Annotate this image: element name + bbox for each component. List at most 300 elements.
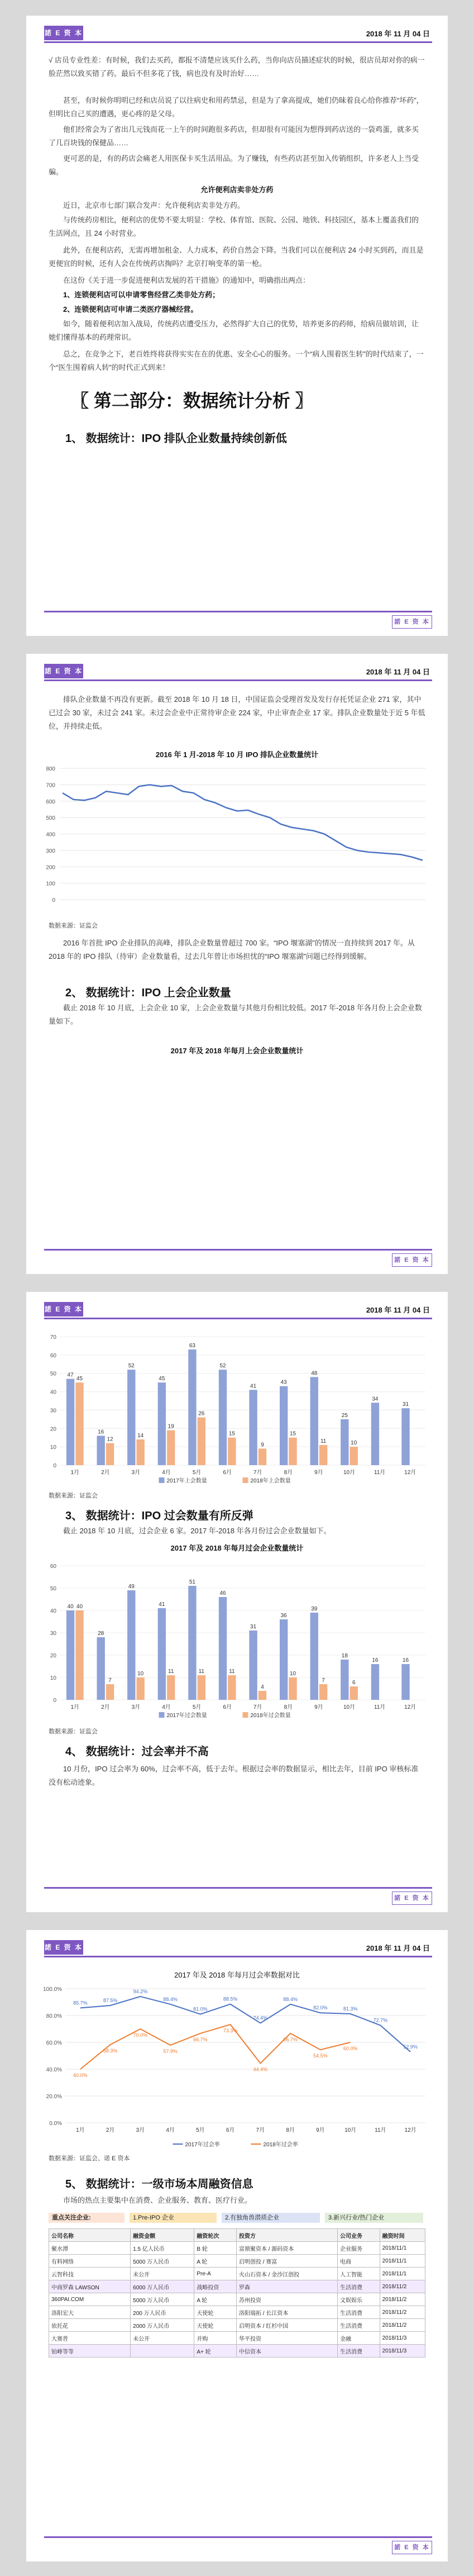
bar	[219, 1597, 227, 1700]
table-row	[49, 2319, 425, 2332]
bar	[401, 1408, 409, 1465]
footer-logo: 諾 E 资 本	[392, 1253, 432, 1267]
data-label: 12	[107, 1436, 113, 1443]
bar	[350, 1686, 358, 1700]
bar	[106, 1443, 114, 1465]
chart-title: 2016 年 1 月-2018 年 10 月 IPO 排队企业数量统计	[155, 750, 319, 759]
bar	[350, 1447, 358, 1465]
table-cell: 启明资本 / 红杉中国	[236, 2319, 337, 2332]
bar	[127, 1370, 135, 1465]
y-tick-label: 40	[50, 1389, 56, 1396]
data-label: 94.2%	[133, 1988, 148, 1994]
bar	[228, 1675, 236, 1700]
table-cell: 天使轮	[194, 2306, 237, 2319]
data-label: 7	[108, 1677, 112, 1684]
column-header: 公司名称	[49, 2229, 131, 2242]
data-label: 15	[228, 1430, 235, 1437]
bar	[188, 1586, 196, 1700]
bar	[249, 1631, 257, 1700]
page-header	[44, 1940, 432, 1957]
x-tick-label: 11月	[375, 2127, 386, 2133]
data-label: 11	[320, 1438, 327, 1444]
section-heading-1: 1、 数据统计：IPO 排队企业数量持续创新低	[65, 432, 287, 445]
table-cell: 文娱娱乐	[338, 2293, 380, 2306]
bar	[106, 1684, 114, 1700]
y-tick-label: 50	[50, 1586, 56, 1592]
data-label: 10	[290, 1671, 296, 1677]
data-label: 28	[98, 1631, 104, 1637]
table-cell: 云智科技	[49, 2268, 131, 2280]
table-cell: 铂峰等等	[49, 2345, 131, 2358]
footer-logo: 諾 E 资 本	[392, 615, 432, 629]
table-row	[49, 2255, 425, 2268]
data-label: 46	[219, 1590, 226, 1596]
y-tick-label: 40	[50, 1608, 56, 1614]
data-label: 43	[280, 1379, 287, 1386]
data-label: 36	[280, 1613, 287, 1619]
page-footer	[44, 1887, 432, 1902]
x-tick-label: 8月	[286, 2127, 295, 2133]
key-legend	[49, 2212, 425, 2224]
table-cell: 华平投资	[236, 2332, 337, 2345]
page-4	[26, 1930, 448, 2561]
legend-swatch	[159, 1477, 165, 1483]
bar	[319, 1684, 327, 1700]
table-cell: 生活消费	[338, 2319, 380, 2332]
bar	[341, 1660, 348, 1700]
bar	[371, 1403, 379, 1465]
legend-label: 2018年过会率	[263, 2142, 298, 2148]
data-label: 14	[137, 1433, 144, 1439]
key-unicorn: 2.有独角兽潜质企业	[222, 2213, 320, 2223]
data-label: 88.5%	[223, 1996, 238, 2002]
table-cell: 苏州投资	[236, 2293, 337, 2306]
x-tick-label: 4月	[166, 2127, 175, 2133]
x-tick-label: 9月	[314, 1470, 323, 1476]
data-label: 54.5%	[313, 2053, 328, 2059]
y-tick-label: 100	[46, 881, 55, 887]
table-row	[49, 2293, 425, 2306]
legend-label: 2017年过会数量	[166, 1713, 207, 1719]
bar	[219, 1370, 227, 1465]
table-cell: 聚水潭	[49, 2242, 131, 2255]
paragraph: 总之，在竞争之下，老百姓终将获得实实在在的优惠、安全心心的服务。一个“病人围着医生转”的时代结束了，一个“医生围着病人转”的时代正式到来！	[49, 350, 424, 372]
x-tick-label: 6月	[223, 1470, 232, 1476]
x-tick-label: 4月	[162, 1704, 171, 1710]
paragraph: 10 月份，IPO 过会率为 60%，过会率不高，低于去年。根据过会率的数据显示，相比去年，目前 IPO 审核标准没有松动迹象。	[49, 1765, 419, 1786]
y-tick-label: 40.0%	[46, 2067, 62, 2073]
y-tick-label: 20	[50, 1426, 56, 1433]
x-tick-label: 3月	[131, 1470, 141, 1476]
data-label: 81.0%	[193, 2006, 208, 2012]
data-label: 74.4%	[253, 2015, 268, 2021]
approval-rate-line-chart	[26, 1980, 448, 2148]
x-tick-label: 1月	[70, 1704, 80, 1710]
bar	[136, 1677, 144, 1700]
paragraph: 近日，北京市七部门联合发声：允许便利店卖非处方药。	[63, 201, 245, 210]
x-tick-label: 6月	[226, 2127, 235, 2133]
bar	[158, 1608, 166, 1700]
table-cell: 火山石资本 / 金沙江创投	[236, 2268, 337, 2280]
data-label: 60.0%	[343, 2046, 358, 2051]
header-date: 2018 年 11 月 04 日	[366, 1944, 430, 1952]
legend-label: 2018年过会数量	[250, 1713, 291, 1719]
data-label: 18	[341, 1653, 348, 1659]
data-label: 82.0%	[313, 2005, 328, 2011]
series-line	[63, 785, 423, 860]
bar	[341, 1419, 348, 1465]
data-label: 52	[128, 1363, 135, 1370]
y-tick-label: 700	[46, 782, 55, 789]
paragraph: 2016 年首批 IPO 企业排队的高峰，排队企业数量曾超过 700 家。“IPO 堰塞湖”的情况一直持续到 2017 年。从 2018 年的 IPO 排队（待审）企业数量看，过去几年曾让市场担忧的“IPO 堰塞湖”问题已经得到缓解。	[49, 939, 415, 961]
x-tick-label: 2月	[101, 1704, 110, 1710]
section-heading-5: 5、 数据统计：一级市场本周融资信息	[65, 2178, 253, 2190]
table-cell: 1.5 亿人民币	[131, 2242, 194, 2255]
x-tick-label: 3月	[131, 1704, 141, 1710]
x-tick-label: 7月	[253, 1470, 262, 1476]
chart-title: 2017 年及 2018 年每月过会率数据对比	[174, 1971, 300, 1979]
table-cell: 电商	[338, 2255, 380, 2268]
chart-source: 数据来源：证监会	[49, 1493, 98, 1499]
paragraph: 他们经常会为了省出几元钱而花一上午的时间跑很多药店，但却很有可能因为想得到药店送的一袋鸡蛋，就多买了几百块钱的保健品……	[49, 125, 419, 147]
legend-label: 2017年过会率	[185, 2142, 220, 2148]
bar	[228, 1438, 236, 1465]
legend-swatch	[243, 1477, 248, 1483]
header-date: 2018 年 11 月 04 日	[366, 30, 430, 38]
table-cell: 富鼎聚资本 / 源码资本	[236, 2242, 337, 2255]
x-tick-label: 8月	[284, 1470, 293, 1476]
y-tick-label: 0	[53, 1463, 56, 1469]
table-row	[49, 2306, 425, 2319]
data-label: 16	[98, 1429, 104, 1436]
paragraph: 1、连锁便利店可以申请零售经营乙类非处方药；	[63, 291, 220, 299]
chart-source: 数据来源：证监会	[49, 923, 98, 929]
column-header: 融资金额	[131, 2229, 194, 2242]
bar	[198, 1675, 205, 1700]
data-label: 41	[159, 1601, 165, 1608]
table-cell: 有料网络	[49, 2255, 131, 2268]
data-label: 85.7%	[73, 2000, 88, 2006]
data-label: 44.4%	[253, 2066, 268, 2073]
paragraph: 此外，在便利店药，无需再增加租金、人力成本，药价自然会下降。当我们可以在便利店 24 小时买到药，而且是更便宜的时候，还有人会在传统药店掏吗？北京打响变革的第一枪。	[49, 246, 424, 268]
column-header: 公司业务	[338, 2229, 380, 2242]
data-label: 57.9%	[163, 2049, 178, 2055]
table-cell: 洛阳宏大	[49, 2306, 131, 2319]
y-tick-label: 80.0%	[46, 2013, 62, 2019]
table-cell: 未公开	[131, 2332, 194, 2345]
y-tick-label: 10	[50, 1444, 56, 1451]
table-cell: 金融	[338, 2332, 380, 2345]
data-label: 4	[261, 1684, 264, 1690]
y-tick-label: 600	[46, 799, 55, 805]
bar	[371, 1664, 379, 1700]
table-header-row	[49, 2229, 425, 2242]
data-label: 48	[311, 1370, 318, 1377]
table-cell	[131, 2345, 194, 2358]
y-tick-label: 100.0%	[43, 1986, 62, 1993]
section-subtitle: 允许便利店卖非处方药	[200, 186, 274, 194]
table-cell: 200 万人民币	[131, 2306, 194, 2319]
data-label: 6	[352, 1680, 356, 1686]
data-label: 31	[402, 1401, 409, 1408]
data-label: 11	[229, 1669, 235, 1675]
page-footer	[44, 2536, 432, 2551]
y-tick-label: 30	[50, 1631, 56, 1637]
data-label: 26	[198, 1410, 205, 1417]
paragraph: 与传统药房相比，便利店的优势不要太明显：学校、体育馆、医院、公园、地铁、科技园区，基本上覆盖我们的生活网点，且 24 小时营业。	[49, 216, 419, 237]
y-tick-label: 400	[46, 831, 55, 838]
y-tick-label: 30	[50, 1408, 56, 1414]
x-tick-label: 2月	[101, 1470, 110, 1476]
column-header: 融资轮次	[194, 2229, 237, 2242]
x-tick-label: 5月	[196, 2127, 205, 2133]
page-footer	[44, 1249, 432, 1264]
bar	[66, 1610, 74, 1700]
table-cell: 生活消费	[338, 2280, 380, 2293]
data-label: 40.0%	[73, 2073, 88, 2078]
y-tick-label: 10	[50, 1675, 56, 1681]
data-label: 81.3%	[343, 2005, 358, 2012]
data-label: 66.7%	[193, 2036, 208, 2042]
bar	[198, 1418, 205, 1465]
table-cell: 360PAI.COM	[49, 2293, 131, 2306]
table-cell: 未公开	[131, 2268, 194, 2280]
bar	[167, 1430, 175, 1465]
y-tick-label: 20	[50, 1653, 56, 1659]
y-tick-label: 0	[52, 897, 55, 904]
section-heading-2: 2、 数据统计：IPO 上会企业数量	[65, 987, 231, 999]
table-cell: 5000 万人民币	[131, 2255, 194, 2268]
table-cell: 生活消费	[338, 2345, 380, 2358]
x-tick-label: 4月	[162, 1470, 171, 1476]
y-tick-label: 300	[46, 848, 55, 854]
data-label: 11	[168, 1669, 174, 1675]
table-cell: 2018/11/2	[380, 2306, 425, 2319]
data-label: 52.9%	[403, 2044, 418, 2050]
key-label: 重点关注企业:	[49, 2213, 125, 2223]
data-label: 34	[372, 1396, 379, 1403]
table-cell: 罗森	[236, 2280, 337, 2293]
y-tick-label: 0	[53, 1698, 56, 1704]
y-tick-label: 20.0%	[46, 2094, 62, 2100]
section-heading-3: 3、 数据统计：IPO 过会数量有所反弹	[65, 1510, 253, 1522]
paragraph: 甚至，有时候你明明已经和店员说了以往病史和用药禁忌，但是为了拿高提成，她们仍昧着良心给你推荐“坏药”，但明比自己买的遭遇，更心疼的是父母。	[49, 96, 424, 118]
x-tick-label: 12月	[404, 2127, 416, 2133]
data-label: 10	[351, 1440, 357, 1447]
paragraph: 2、连锁便利店可申请二类医疗器械经营。	[63, 305, 198, 313]
x-tick-label: 5月	[192, 1704, 202, 1710]
bar	[66, 1379, 74, 1465]
table-cell: 2018/11/2	[380, 2293, 425, 2306]
bar	[249, 1390, 257, 1465]
data-label: 16	[402, 1657, 409, 1664]
data-label: 7	[322, 1677, 325, 1684]
bar	[258, 1691, 266, 1700]
data-label: 45	[76, 1376, 83, 1382]
table-row	[49, 2268, 425, 2280]
table-cell: A 轮	[194, 2255, 237, 2268]
data-label: 66.7%	[283, 2036, 298, 2042]
bar	[319, 1445, 327, 1465]
table-cell: 2018/11/1	[380, 2255, 425, 2268]
legend-label: 2018年上会数量	[250, 1478, 291, 1484]
y-tick-label: 500	[46, 815, 55, 822]
data-label: 9	[261, 1442, 264, 1448]
bar	[401, 1664, 409, 1700]
table-cell: A+ 轮	[194, 2345, 237, 2358]
header-date: 2018 年 11 月 04 日	[366, 1306, 430, 1314]
table-cell: 战略投资	[194, 2280, 237, 2293]
table-cell: 5000 万人民币	[131, 2293, 194, 2306]
x-tick-label: 10月	[343, 1704, 356, 1710]
data-label: 45	[159, 1376, 165, 1382]
y-tick-label: 60	[50, 1352, 56, 1359]
x-tick-label: 7月	[253, 1704, 262, 1710]
table-cell: Pre-A	[194, 2268, 237, 2280]
data-label: 52	[219, 1363, 226, 1370]
page-2	[26, 654, 448, 1274]
table-cell: 并购	[194, 2332, 237, 2345]
table-cell: 生活消费	[338, 2306, 380, 2319]
bar	[167, 1675, 175, 1700]
y-tick-label: 50	[50, 1371, 56, 1377]
x-tick-label: 3月	[136, 2127, 145, 2133]
x-tick-label: 11月	[374, 1704, 386, 1710]
data-label: 11	[198, 1669, 205, 1675]
monthly-hearing-bar-chart	[26, 1325, 448, 1487]
x-tick-label: 2月	[106, 2127, 115, 2133]
brand-logo: 諾 E 资 本	[44, 1940, 83, 1955]
data-label: 49	[128, 1584, 135, 1590]
y-tick-label: 60	[50, 1563, 56, 1570]
paragraph: 如今，随着便利店加入战局，传统药店遭受压力，必然得扩大自己的优势，培养更多的药师，给病员做培训，让她们懂得基本的药理常识。	[49, 320, 419, 341]
bar	[289, 1438, 296, 1465]
data-label: 25	[341, 1412, 348, 1419]
ipo-queue-line-chart	[26, 760, 448, 916]
bar	[280, 1386, 288, 1465]
page-footer	[44, 611, 432, 626]
x-tick-label: 6月	[223, 1704, 232, 1710]
table-cell: 2018/11/3	[380, 2345, 425, 2358]
table-cell: 2000 万人民币	[131, 2319, 194, 2332]
table-cell: 天使轮	[194, 2319, 237, 2332]
x-tick-label: 12月	[404, 1704, 416, 1710]
bar	[127, 1590, 135, 1700]
paragraph: 在这份《关于进一步促进便利店发展的若干措施》的通知中，明确指出两点：	[63, 276, 310, 284]
section-heading-4: 4、 数据统计：过会率并不高	[65, 1746, 209, 1758]
data-label: 39	[311, 1606, 318, 1612]
data-label: 73.3%	[223, 2028, 238, 2034]
bar	[75, 1382, 83, 1465]
bar	[258, 1448, 266, 1465]
table-cell: 大赛普	[49, 2332, 131, 2345]
table-cell: 2018/11/3	[380, 2332, 425, 2345]
table-cell: 6000 万人民币	[131, 2280, 194, 2293]
data-label: 41	[250, 1383, 257, 1390]
column-header: 投资方	[236, 2229, 337, 2242]
table-row	[49, 2242, 425, 2255]
data-label: 31	[250, 1624, 257, 1630]
legend-swatch	[243, 1712, 248, 1718]
key-emerging: 3.新兴行业/热门企业	[325, 2213, 423, 2223]
bar	[310, 1377, 318, 1465]
x-tick-label: 7月	[256, 2127, 265, 2133]
page-3	[26, 1292, 448, 1912]
financing-table	[49, 2228, 425, 2358]
paragraph: 排队企业数量不再没有更新。截至 2018 年 10 月 18 日，中国证监会受理首发及发行存托凭证企业 271 家，其中已过会 30 家，未过会 241 家。未过会企业中正常待审企业 224 家，中止审查企业 17 家。排队企业数量处于近 5 年低位，并持续走低。	[49, 695, 425, 730]
table-cell: 启明创投 / 赛富	[236, 2255, 337, 2268]
bar	[97, 1436, 105, 1465]
x-tick-label: 10月	[344, 2127, 357, 2133]
table-cell: 2018/11/2	[380, 2319, 425, 2332]
data-label: 70.0%	[133, 2032, 148, 2038]
chart-source: 数据来源：证监会	[49, 1728, 98, 1735]
table-cell: 企业服务	[338, 2242, 380, 2255]
y-tick-label: 0.0%	[49, 2121, 62, 2127]
table-cell: A 轮	[194, 2293, 237, 2306]
table-row	[49, 2280, 425, 2293]
x-tick-label: 10月	[343, 1470, 356, 1476]
page-header	[44, 664, 432, 681]
x-tick-label: 11月	[374, 1470, 386, 1476]
table-cell: 2018/11/1	[380, 2268, 425, 2280]
footer-logo: 諾 E 资 本	[392, 1891, 432, 1905]
data-label: 40	[76, 1604, 83, 1610]
data-label: 51	[189, 1579, 195, 1585]
bar	[97, 1637, 105, 1700]
x-tick-label: 1月	[76, 2127, 85, 2133]
data-label: 19	[167, 1423, 174, 1430]
bar	[289, 1677, 296, 1700]
table-row	[49, 2332, 425, 2345]
bar	[158, 1382, 166, 1465]
key-preipo: 1.Pre-IPO 企业	[130, 2213, 217, 2223]
page-header	[44, 26, 432, 43]
bar	[188, 1349, 196, 1465]
table-cell: 洛阳瑞拓 / 长江资本	[236, 2306, 337, 2319]
table-cell: B 轮	[194, 2242, 237, 2255]
y-tick-label: 200	[46, 864, 55, 871]
x-tick-label: 1月	[70, 1470, 80, 1476]
data-label: 72.7%	[373, 2017, 388, 2023]
data-label: 87.5%	[103, 1998, 118, 2003]
paragraph: 截止 2018 年 10 月底，上会企业 10 家，上会企业数量与其他月份相比较低。2017 年-2018 年各月份上会企业数量如下。	[49, 1004, 422, 1025]
data-label: 58.3%	[103, 2048, 118, 2054]
data-label: 47	[67, 1372, 74, 1379]
bar	[280, 1619, 288, 1700]
paragraph: √ 店员专业性差：有时候，我们去买药，都报不清楚应该买什么药，当你向店员描述症状的时候，很店员却对你的病一脸茫然以致买错了药。最后不但多花了钱，病也没有及时治好……	[49, 56, 425, 78]
footer-logo: 諾 E 资 本	[392, 2541, 432, 2554]
legend-swatch	[159, 1712, 165, 1718]
data-label: 16	[372, 1657, 379, 1664]
chart-source: 数据来源：证监会、诺 E 资本	[49, 2155, 130, 2162]
brand-logo: 諾 E 资 本	[44, 664, 83, 678]
page-header	[44, 1302, 432, 1319]
page-1	[26, 16, 448, 636]
x-tick-label: 8月	[284, 1704, 293, 1710]
y-tick-label: 70	[50, 1334, 56, 1341]
table-cell: 中商罗森 LAWSON	[49, 2280, 131, 2293]
table-cell: 2018/11/1	[380, 2242, 425, 2255]
monthly-approval-bar-chart	[26, 1555, 448, 1722]
y-tick-label: 60.0%	[46, 2040, 62, 2046]
x-tick-label: 9月	[316, 2127, 325, 2133]
table-cell: 人工智能	[338, 2268, 380, 2280]
column-header: 融资时间	[380, 2229, 425, 2242]
data-label: 63	[189, 1343, 195, 1349]
brand-logo: 諾 E 资 本	[44, 1302, 83, 1316]
series-line	[80, 2024, 351, 2069]
